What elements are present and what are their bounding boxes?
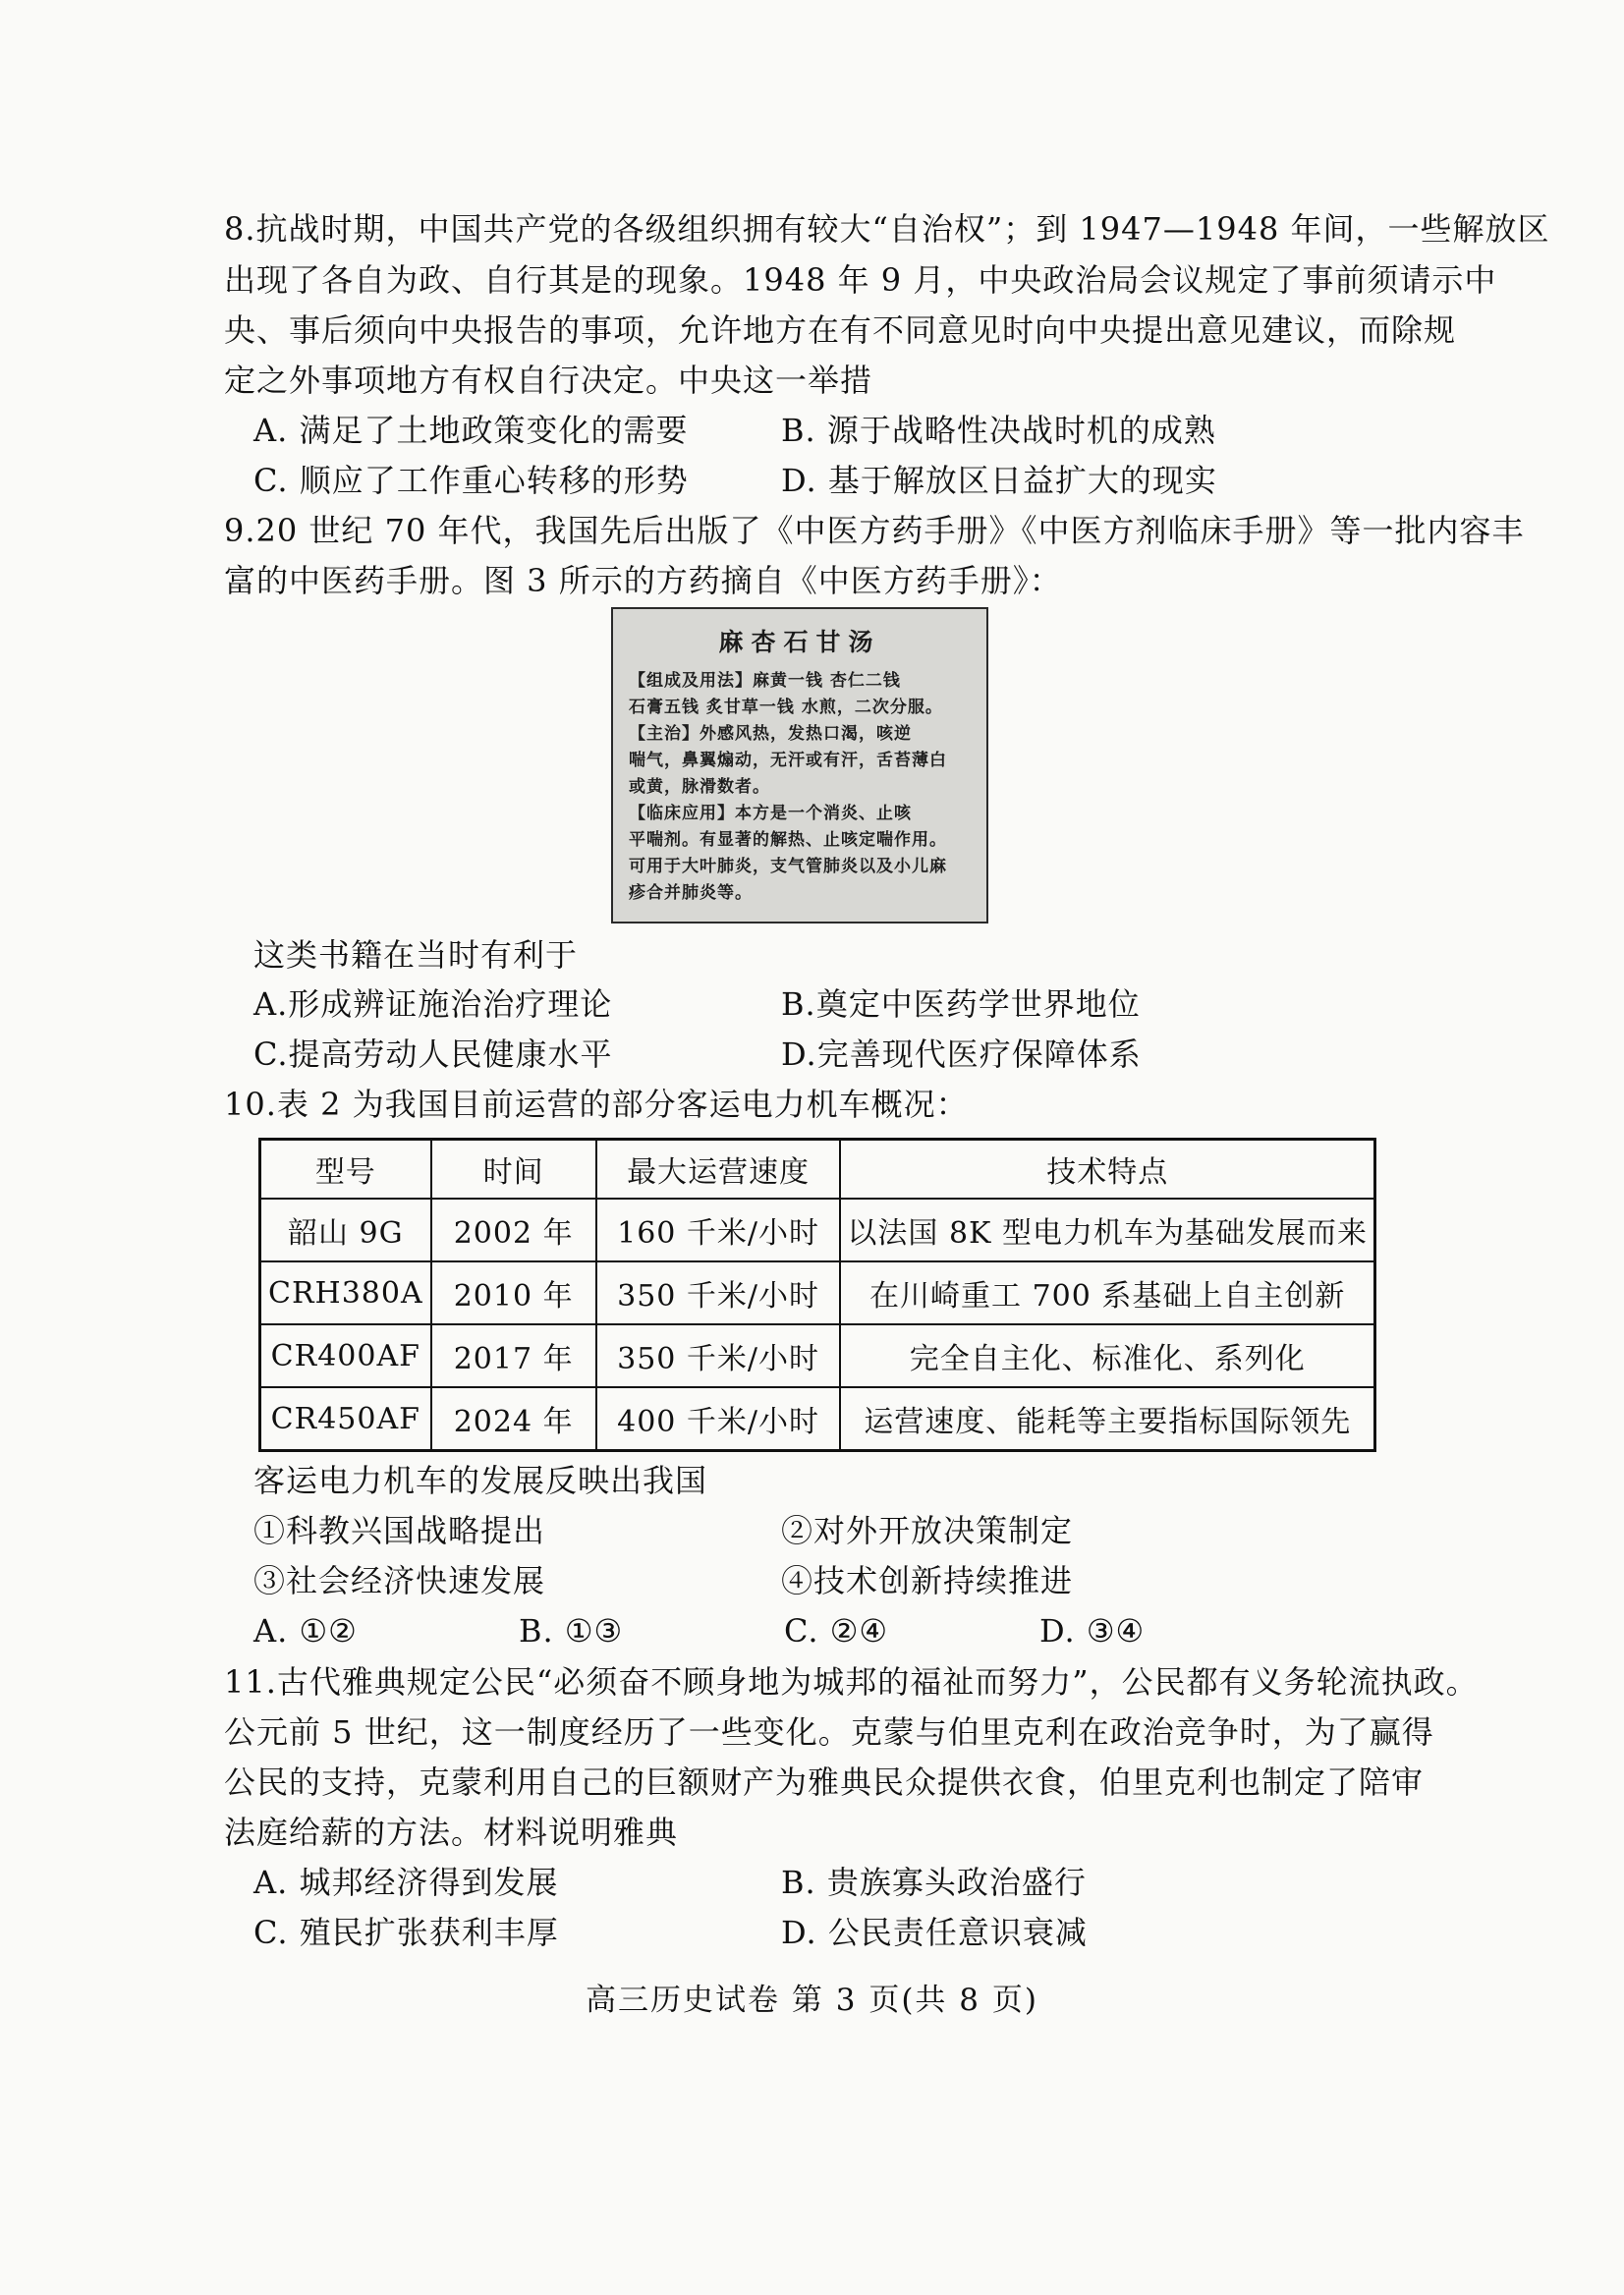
q8-option-c: C. 顺应了工作重心转移的形势	[253, 462, 689, 499]
table-cell-year: 2017 年	[431, 1324, 596, 1387]
q8-option-b: B. 源于战略性决战时机的成熟	[781, 412, 1216, 449]
table-header-speed: 最大运营速度	[596, 1140, 841, 1200]
table-cell-features: 在川崎重工 700 系基础上自主创新	[840, 1261, 1374, 1324]
q11-option-b: B. 贵族寡头政治盛行	[781, 1864, 1087, 1901]
q11-line-1: 11.古代雅典规定公民“必须奋不顾身地为城邦的福祉而努力”，公民都有义务轮流执政。	[224, 1663, 1479, 1701]
table-cell-year: 2002 年	[431, 1199, 596, 1261]
table-cell-speed: 400 千米/小时	[596, 1387, 841, 1451]
q11-option-d: D. 公民责任意识衰减	[781, 1914, 1088, 1951]
table-cell-features: 完全自主化、标准化、系列化	[840, 1324, 1374, 1387]
q10-option-a: A. ①②	[253, 1612, 358, 1650]
table-cell-speed: 350 千米/小时	[596, 1261, 841, 1324]
q11-line-4: 法庭给薪的方法。材料说明雅典	[224, 1814, 679, 1851]
table-cell-features: 以法国 8K 型电力机车为基础发展而来	[840, 1199, 1374, 1261]
q11-line-2: 公元前 5 世纪，这一制度经历了一些变化。克蒙与伯里克利在政治竞争时，为了赢得	[224, 1713, 1434, 1751]
q10-item-1: ①科教兴国战略提出	[253, 1512, 546, 1549]
figure-3-title: 麻杏石甘汤	[718, 628, 881, 656]
table-row	[260, 1324, 1375, 1387]
figure-3-line: 疹合并肺炎等。	[629, 883, 753, 903]
q10-option-b: B. ①③	[519, 1612, 624, 1650]
q8-line-1: 8.抗战时期，中国共产党的各级组织拥有较大“自治权”；到 1947—1948 年间，一些解放区	[224, 210, 1550, 248]
table-header-model: 型号	[260, 1140, 431, 1200]
table-header-year: 时间	[431, 1140, 596, 1200]
q10-stem: 客运电力机车的发展反映出我国	[253, 1462, 708, 1499]
table-cell-model: 韶山 9G	[260, 1199, 431, 1261]
figure-3-line: 石膏五钱 炙甘草一钱 水煎，二次分服。	[629, 698, 943, 717]
table-cell-features: 运营速度、能耗等主要指标国际领先	[840, 1387, 1374, 1451]
q11-line-3: 公民的支持，克蒙利用自己的巨额财产为雅典民众提供衣食，伯里克利也制定了陪审	[224, 1763, 1425, 1801]
table-2-locomotives	[258, 1138, 1376, 1452]
table-cell-speed: 160 千米/小时	[596, 1199, 841, 1261]
q8-line-2: 出现了各自为政、自行其是的现象。1948 年 9 月，中央政治局会议规定了事前须请示中	[224, 261, 1497, 299]
q10-item-2: ②对外开放决策制定	[781, 1512, 1074, 1549]
figure-3-line: 可用于大叶肺炎，支气管肺炎以及小儿麻	[629, 857, 947, 876]
q8-line-3: 央、事后须向中央报告的事项，允许地方在有不同意见时向中央提出意见建议，而除规	[224, 311, 1457, 349]
q10-option-d: D. ③④	[1039, 1612, 1146, 1650]
q10-item-4: ④技术创新持续推进	[781, 1562, 1074, 1599]
table-row	[260, 1199, 1375, 1261]
q10-intro: 10.表 2 为我国目前运营的部分客运电力机车概况：	[224, 1086, 969, 1123]
q9-line-2: 富的中医药手册。图 3 所示的方药摘自《中医方药手册》：	[224, 562, 1062, 599]
table-header-features: 技术特点	[840, 1140, 1374, 1200]
q10-option-c: C. ②④	[784, 1612, 889, 1650]
q9-option-c: C.提高劳动人民健康水平	[253, 1036, 613, 1073]
q9-option-d: D.完善现代医疗保障体系	[781, 1036, 1142, 1073]
q9-option-a: A.形成辨证施治治疗理论	[253, 985, 613, 1023]
table-row	[260, 1261, 1375, 1324]
q8-option-a: A. 满足了土地政策变化的需要	[253, 412, 689, 449]
page-footer: 高三历史试卷 第 3 页(共 8 页)	[586, 1983, 1038, 2018]
q9-option-b: B.奠定中医药学世界地位	[781, 985, 1141, 1023]
figure-3-line: 【组成及用法】麻黄一钱 杏仁二钱	[629, 671, 901, 691]
table-cell-speed: 350 千米/小时	[596, 1324, 841, 1387]
figure-3-line: 或黄，脉滑数者。	[629, 777, 770, 797]
table-cell-model: CR450AF	[260, 1387, 431, 1451]
q8-option-d: D. 基于解放区日益扩大的现实	[781, 462, 1217, 499]
table-row	[260, 1387, 1375, 1451]
table-cell-model: CR400AF	[260, 1324, 431, 1387]
figure-3-line: 喘气，鼻翼煽动，无汗或有汗，舌苔薄白	[629, 751, 947, 770]
table-cell-year: 2024 年	[431, 1387, 596, 1451]
q8-line-4: 定之外事项地方有权自行决定。中央这一举措	[224, 362, 873, 399]
figure-3-line: 【临床应用】本方是一个消炎、止咳	[629, 804, 912, 823]
q10-item-3: ③社会经济快速发展	[253, 1562, 546, 1599]
figure-3-prescription-scan	[611, 607, 988, 924]
q11-option-c: C. 殖民扩张获利丰厚	[253, 1914, 559, 1951]
q9-line-1: 9.20 世纪 70 年代，我国先后出版了《中医方药手册》《中医方剂临床手册》等一批内容丰	[224, 512, 1525, 549]
figure-3-line: 平喘剂。有显著的解热、止咳定喘作用。	[629, 830, 947, 850]
q11-option-a: A. 城邦经济得到发展	[253, 1864, 559, 1901]
figure-3-line: 【主治】外感风热，发热口渴，咳逆	[629, 724, 912, 744]
table-cell-model: CRH380A	[260, 1261, 431, 1324]
table-cell-year: 2010 年	[431, 1261, 596, 1324]
table-header-row	[260, 1140, 1375, 1200]
q9-stem: 这类书籍在当时有利于	[253, 936, 579, 974]
